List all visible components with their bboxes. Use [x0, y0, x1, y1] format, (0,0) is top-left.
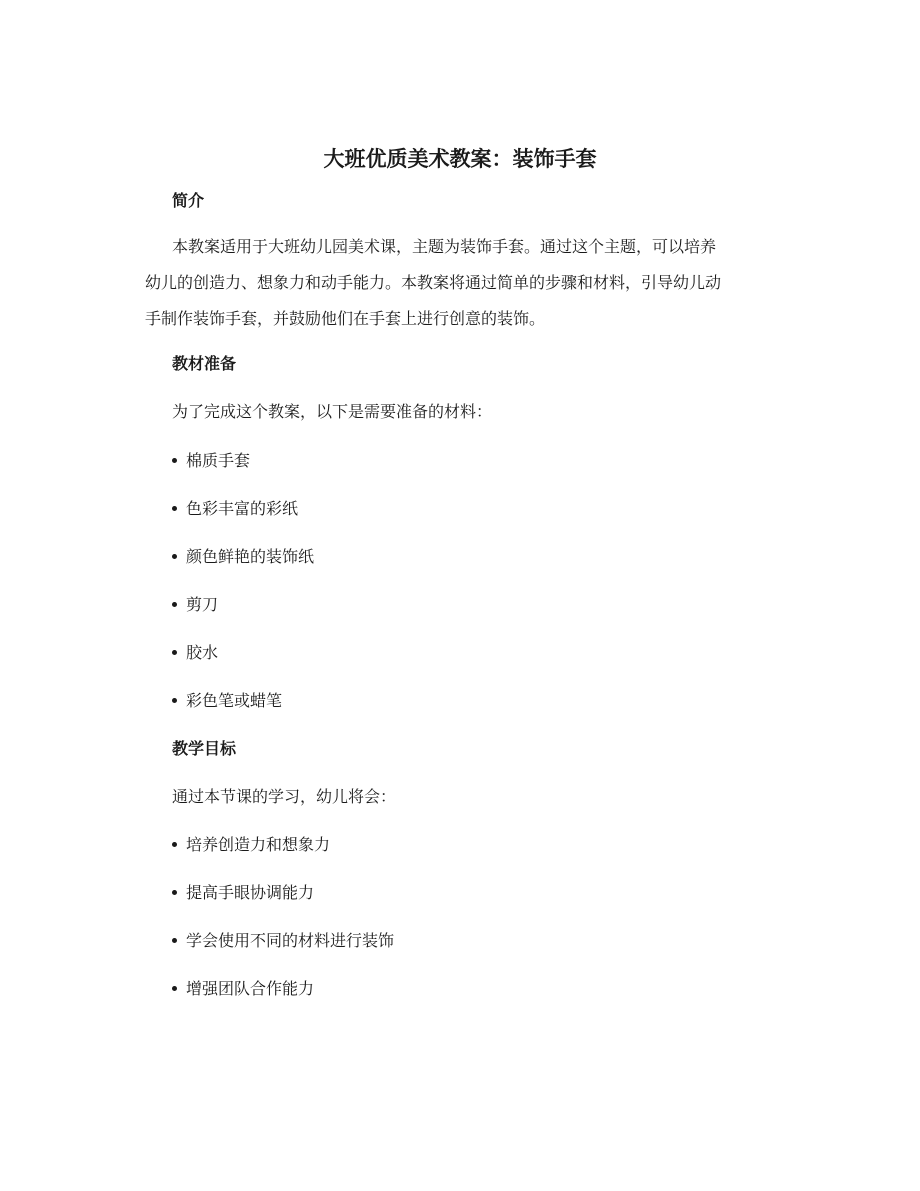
intro-paragraph-line: 幼儿的创造力、想象力和动手能力。本教案将通过简单的步骤和材料，引导幼儿动 — [145, 273, 722, 292]
list-item-text: 彩色笔或蜡笔 — [186, 691, 283, 710]
bullet-icon — [172, 842, 177, 847]
goals-intro: 通过本节课的学习，幼儿将会： — [172, 787, 397, 806]
intro-paragraph-line: 手制作装饰手套，并鼓励他们在手套上进行创意的装饰。 — [145, 309, 546, 328]
intro-paragraph-line: 本教案适用于大班幼儿园美术课，主题为装饰手套。通过这个主题，可以培养 — [172, 237, 717, 256]
bullet-icon — [172, 938, 177, 943]
list-item — [172, 641, 218, 665]
list-item — [172, 977, 314, 1001]
bullet-icon — [172, 650, 177, 655]
list-item-text: 剪刀 — [186, 595, 219, 614]
section-heading-intro: 简介 — [172, 191, 205, 210]
document-title: 大班优质美术教案：装饰手套 — [323, 146, 597, 171]
section-heading-materials: 教材准备 — [172, 354, 237, 373]
list-item — [172, 881, 314, 905]
bullet-icon — [172, 458, 177, 463]
list-item-text: 培养创造力和想象力 — [186, 835, 331, 854]
section-heading-goals: 教学目标 — [172, 739, 237, 758]
list-item-text: 棉质手套 — [186, 451, 251, 470]
bullet-icon — [172, 698, 177, 703]
list-item-text: 色彩丰富的彩纸 — [186, 499, 299, 518]
list-item-text: 增强团队合作能力 — [186, 979, 315, 998]
materials-intro: 为了完成这个教案，以下是需要准备的材料： — [172, 402, 493, 421]
list-item-text: 颜色鲜艳的装饰纸 — [186, 547, 315, 566]
intro-paragraph — [145, 229, 752, 337]
bullet-icon — [172, 602, 177, 607]
list-item — [172, 833, 330, 857]
bullet-icon — [172, 890, 177, 895]
list-item — [172, 497, 298, 521]
list-item — [172, 545, 314, 569]
bullet-icon — [172, 554, 177, 559]
list-item-text: 学会使用不同的材料进行装饰 — [186, 931, 395, 950]
list-item — [172, 449, 250, 473]
bullet-icon — [172, 506, 177, 511]
list-item-text: 提高手眼协调能力 — [186, 883, 315, 902]
list-item — [172, 593, 218, 617]
list-item — [172, 689, 282, 713]
list-item-text: 胶水 — [186, 643, 219, 662]
list-item — [172, 929, 394, 953]
bullet-icon — [172, 986, 177, 991]
